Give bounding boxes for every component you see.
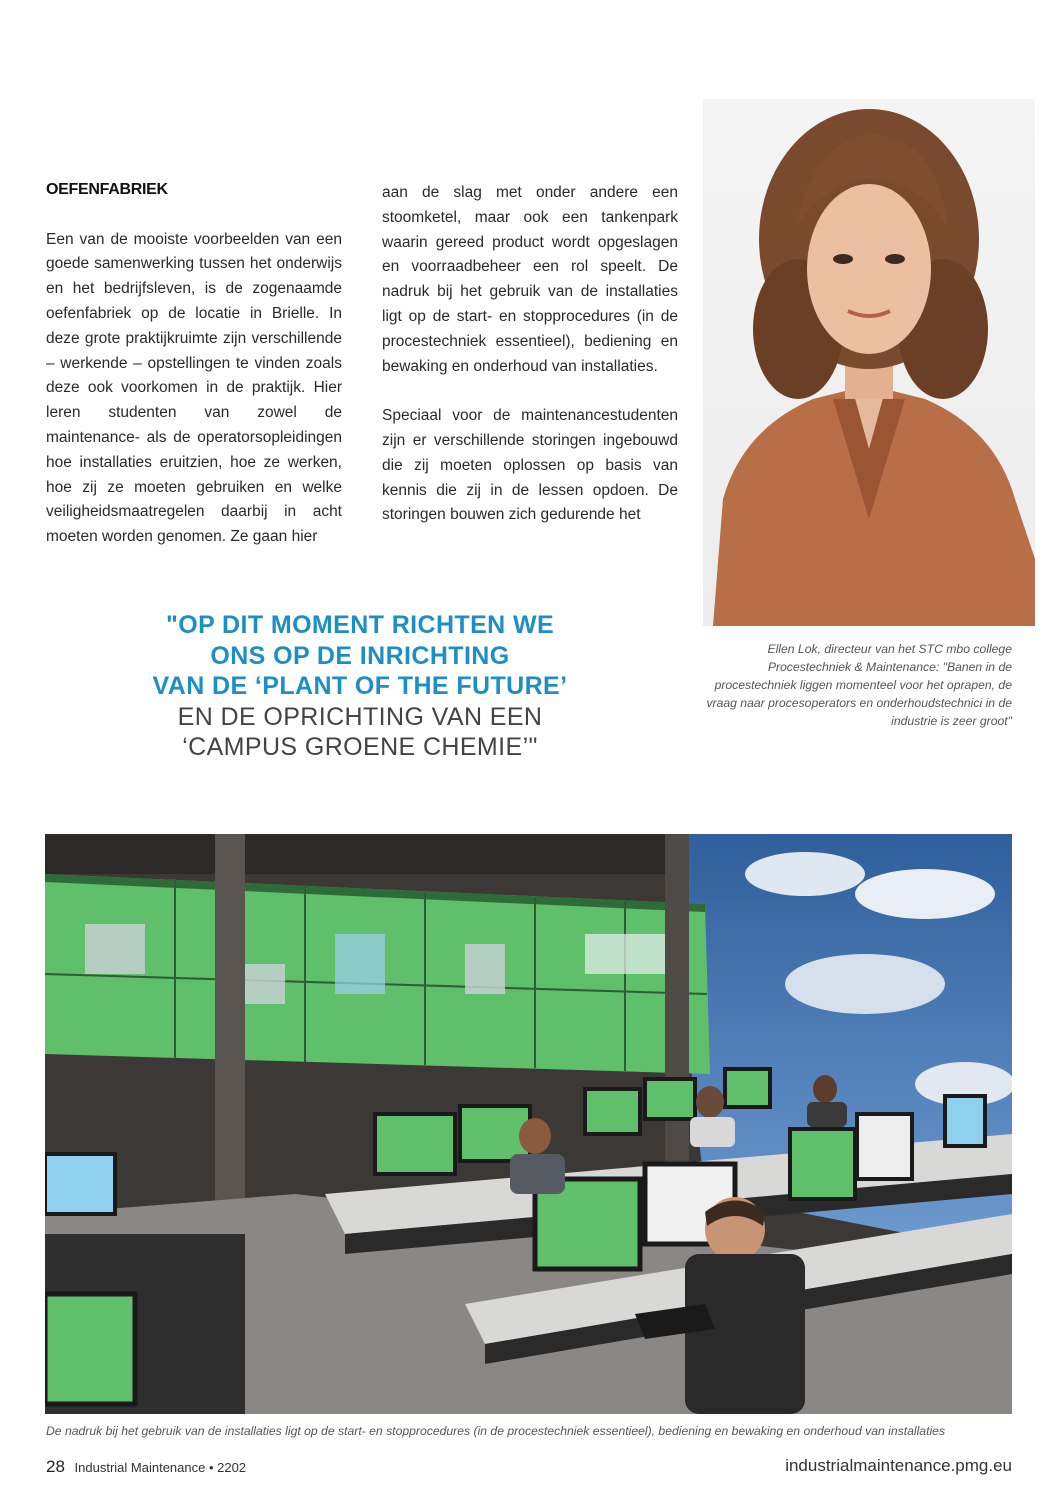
article-paragraph: aan de slag met onder andere een stoomketel, maar ook een tankenpark waarin gereed product wordt opgeslagen en voorraadbeheer een rol speelt. De nadruk bij het gebruik van de installaties ligt op de start- en stopprocedures (in de procestechniek essentieel), bediening en bewaking en onderhoud van installaties.: [382, 184, 678, 375]
footer-publication: [46, 1457, 246, 1477]
pull-quote-line: VAN DE ‘PLANT OF THE FUTURE’: [152, 672, 568, 700]
control-room-photo: [45, 834, 1012, 1414]
photo-caption: De nadruk bij het gebruik van de installaties ligt op de start- en stopprocedures (in de procestechniek essentieel), bediening en bewaking en onderhoud van installaties: [46, 1424, 946, 1438]
article-paragraph: Speciaal voor de maintenancestudenten zijn er verschillende storingen ingebouwd die zij moeten oplossen op basis van kennis die zij in de lessen opdoen. De storingen bouwen zich gedurende het: [382, 407, 678, 524]
pull-quote-line: ONS OP DE INRICHTING: [210, 641, 510, 670]
article-paragraph: Een van de mooiste voorbeelden van een goede samenwerking tussen het onderwijs en het bedrijfsleven, is de zogenaamde oefenfabriek op de locatie in Brielle. In deze grote praktijkruimte zijn verschillende – werkende – opstellingen te vinden zoals deze ook voorkomen in de praktijk. Hier leren studenten van zowel de maintenance- als de operatorsopleidingen hoe installaties eruitzien, hoe ze werken, hoe zij ze moeten gebruiken en welke veiligheidsmaatregelen daarbij in acht moeten worden genomen. Ze gaan hier: [46, 230, 342, 546]
pull-quote-line: ‘CAMPUS GROENE CHEMIE’": [182, 733, 538, 761]
section-heading: OEFENFABRIEK: [46, 181, 168, 198]
footer-url[interactable]: industrialmaintenance.pmg.eu: [785, 1456, 1012, 1475]
pull-quote-line: "OP DIT MOMENT RICHTEN WE: [165, 611, 555, 639]
portrait-caption: Ellen Lok, directeur van het STC mbo college Procestechniek & Maintenance: "Banen in de procestechniek liggen momenteel voor het oprapen, de vraag naar procesoperators en onderhoudstechnici in de industrie is zeer groot": [706, 642, 1012, 728]
portrait-photo: [703, 99, 1035, 626]
control-room-illustration: [45, 834, 1012, 1414]
pull-quote-line: EN DE OPRICHTING VAN EEN: [177, 702, 543, 731]
portrait-illustration: [703, 99, 1035, 626]
article-column-left: [46, 178, 342, 550]
page-number: 28: [46, 1457, 65, 1476]
pull-quote: [110, 610, 610, 763]
publication-name: Industrial Maintenance • 2202: [74, 1460, 247, 1475]
article-column-middle: [382, 181, 678, 528]
